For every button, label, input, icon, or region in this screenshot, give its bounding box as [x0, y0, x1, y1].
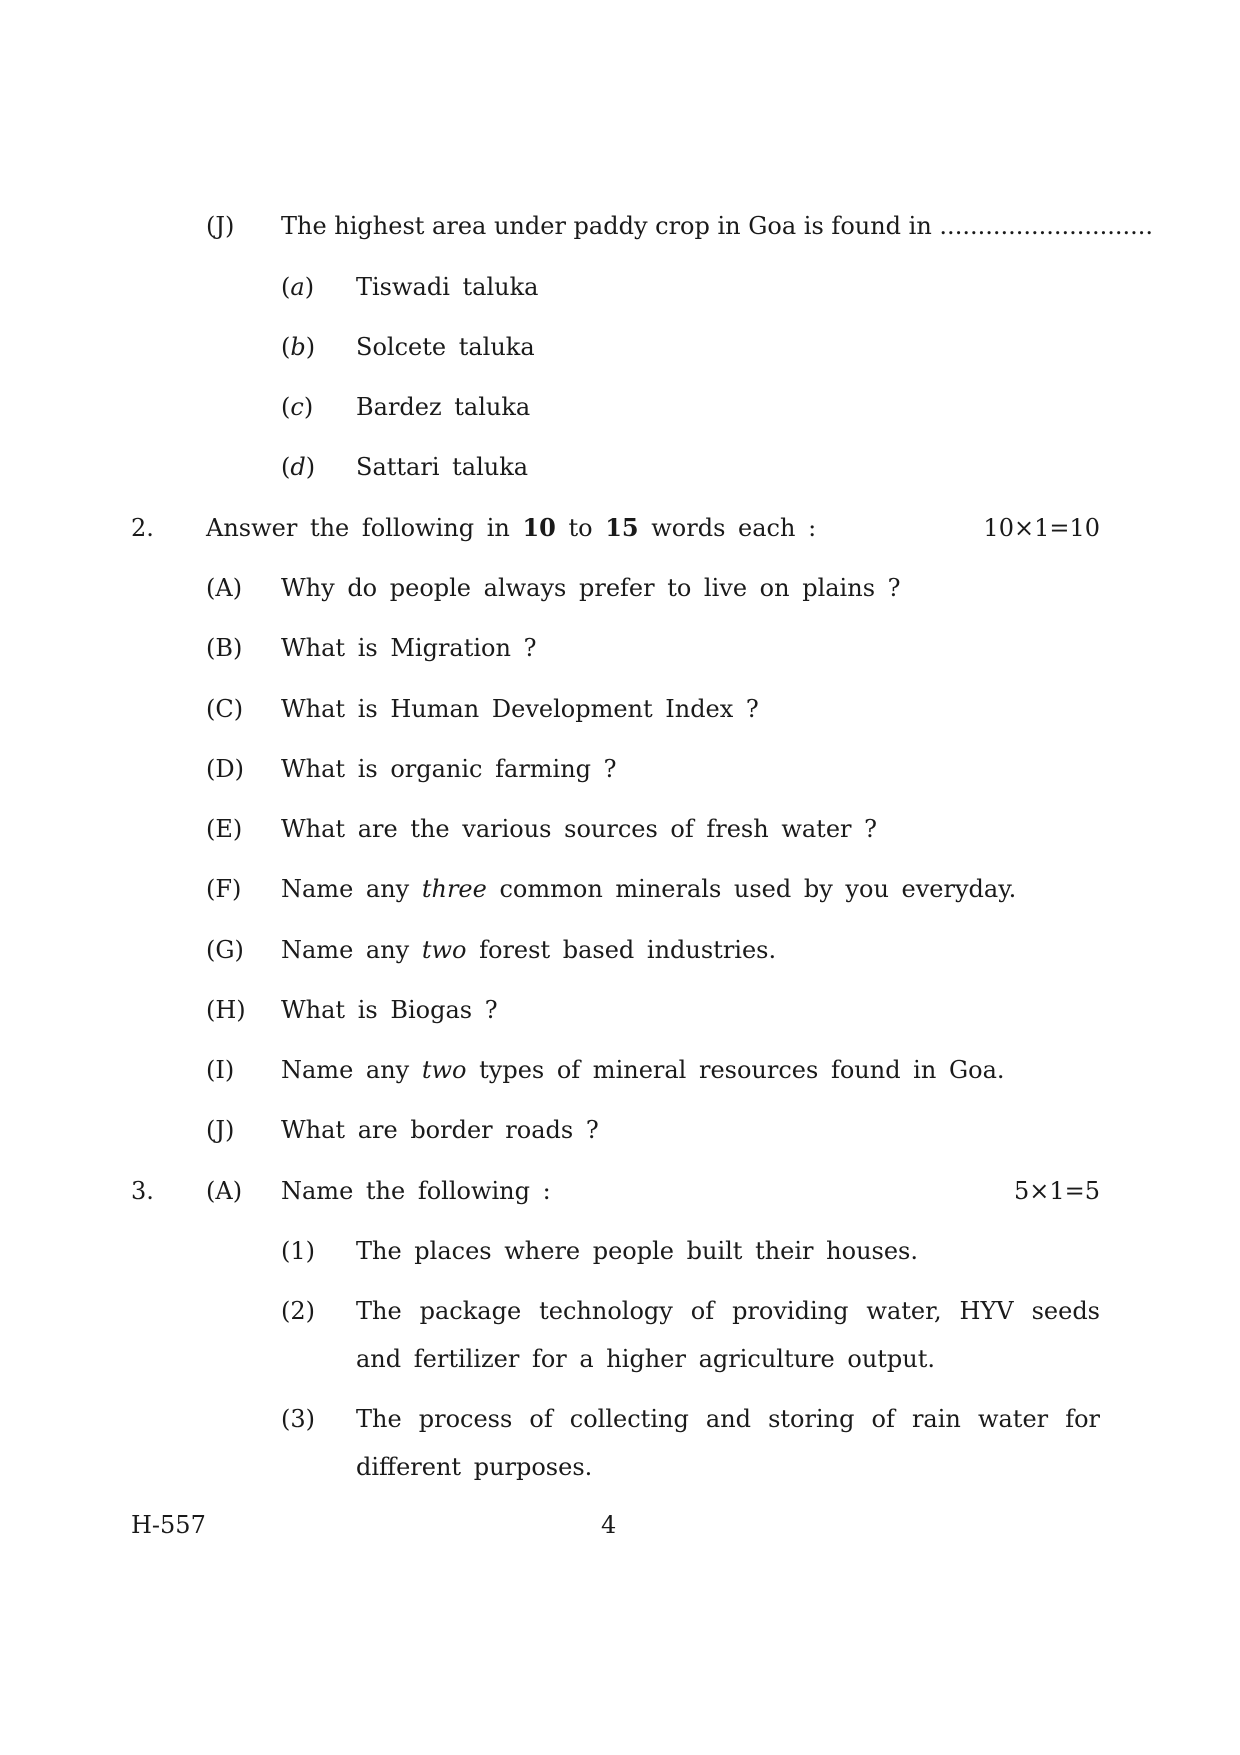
question-text: Name any two forest based industries. — [281, 936, 777, 964]
question-label: (J) — [206, 1116, 235, 1144]
question-label: (B) — [206, 634, 243, 662]
option-text: Tiswadi taluka — [356, 273, 539, 301]
subquestion-text: The package technology of providing water, HYV seeds and fertilizer for a higher agriculture output. — [356, 1297, 1100, 1373]
question-text: Why do people always prefer to live on plains ? — [281, 574, 901, 602]
question-label: (I) — [206, 1056, 235, 1084]
option-label: (c) — [281, 393, 314, 421]
subquestion-text: The process of collecting and storing of rain water for different purposes. — [356, 1405, 1100, 1481]
question-text: What are the various sources of fresh water ? — [281, 815, 877, 843]
option-text: Solcete taluka — [356, 333, 535, 361]
q1j-text: The highest area under paddy crop in Goa is found in ............................ — [281, 212, 1154, 240]
q3-marks: 5×1=5 — [1013, 1177, 1100, 1205]
option-label: (b) — [281, 333, 316, 361]
question-text: Name any two types of mineral resources found in Goa. — [281, 1056, 1005, 1084]
question-label: (G) — [206, 936, 244, 964]
question-label: (A) — [206, 574, 243, 602]
q2-number: 2. — [131, 514, 154, 542]
page-number: 4 — [601, 1511, 617, 1539]
paper-code: H-557 — [131, 1511, 206, 1539]
question-label: (H) — [206, 996, 246, 1024]
question-text: What is Migration ? — [281, 634, 537, 662]
q3a-label: (A) — [206, 1177, 243, 1205]
option-label: (a) — [281, 273, 315, 301]
question-text: What is Biogas ? — [281, 996, 498, 1024]
question-text: What are border roads ? — [281, 1116, 599, 1144]
subquestion-label: (2) — [281, 1297, 315, 1325]
q3-number: 3. — [131, 1177, 154, 1205]
question-label: (C) — [206, 695, 244, 723]
q3a-instruction: Name the following : — [281, 1177, 551, 1205]
question-label: (D) — [206, 755, 244, 783]
question-label: (F) — [206, 875, 242, 903]
question-text: What is Human Development Index ? — [281, 695, 759, 723]
subquestion-text: The places where people built their houses. — [356, 1237, 918, 1265]
q2-instruction: Answer the following in 10 to 15 words each : — [206, 513, 817, 542]
option-text: Bardez taluka — [356, 393, 531, 421]
subquestion-label: (1) — [281, 1237, 315, 1265]
option-label: (d) — [281, 453, 316, 481]
question-text: What is organic farming ? — [281, 755, 617, 783]
q2-marks: 10×1=10 — [983, 514, 1100, 542]
q1j-label: (J) — [206, 212, 235, 240]
subquestion-label: (3) — [281, 1405, 315, 1433]
question-label: (E) — [206, 815, 243, 843]
option-text: Sattari taluka — [356, 453, 529, 481]
question-text: Name any three common minerals used by you everyday. — [281, 875, 1017, 903]
